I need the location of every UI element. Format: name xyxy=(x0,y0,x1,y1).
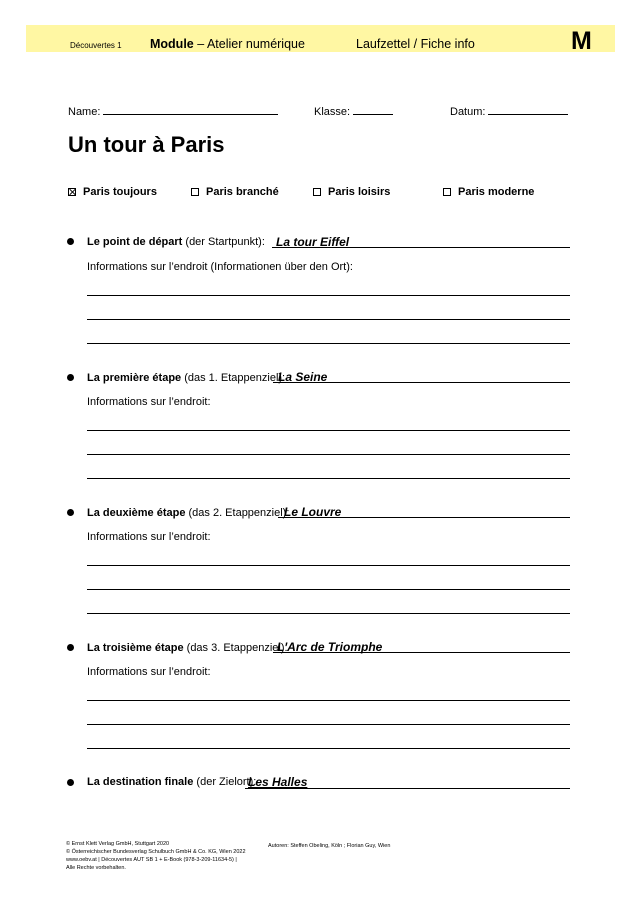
stop-label-rest: (der Zielort): xyxy=(193,776,257,788)
stop-label-rest: (der Startpunkt): xyxy=(182,236,265,248)
option-paris-moderne[interactable] xyxy=(443,186,534,198)
footer-authors: Autoren: Steffen Obeling, Köln ; Florian Guy, Wien xyxy=(268,843,391,849)
stop-label-third xyxy=(87,642,288,654)
stop-label-final xyxy=(87,776,256,788)
sheet-type: Laufzettel / Fiche info xyxy=(356,37,475,51)
date-label: Datum: xyxy=(450,106,486,118)
date-field[interactable] xyxy=(450,104,568,118)
page-title: Un tour à Paris xyxy=(68,132,225,157)
copyright-line: Alle Rechte vorbehalten. xyxy=(66,865,126,871)
bullet-icon xyxy=(67,374,74,381)
stop-label-first xyxy=(87,372,285,384)
writing-line[interactable] xyxy=(87,565,570,566)
answer-first[interactable]: La Seine xyxy=(278,370,328,384)
copyright-line: © Österreichischer Bundesverlag Schulbuch GmbH & Co. KG, Wien 2022 xyxy=(66,849,246,855)
writing-line[interactable] xyxy=(87,319,570,320)
writing-line[interactable] xyxy=(87,613,570,614)
name-line[interactable] xyxy=(103,104,278,115)
checkbox-icon[interactable] xyxy=(313,188,321,196)
date-line[interactable] xyxy=(488,104,568,115)
stop-label-start xyxy=(87,236,265,248)
writing-line[interactable] xyxy=(87,724,570,725)
checkbox-checked-icon[interactable] xyxy=(68,188,76,196)
module-title xyxy=(150,37,305,51)
writing-line[interactable] xyxy=(87,454,570,455)
answer-final[interactable]: Les Halles xyxy=(248,775,308,789)
info-label-third: Informations sur l’endroit: xyxy=(87,666,211,678)
stop-label-bold: La troisième étape xyxy=(87,642,184,654)
option-label: Paris toujours xyxy=(83,186,157,198)
answer-second[interactable]: Le Louvre xyxy=(284,505,342,519)
bullet-icon xyxy=(67,644,74,651)
writing-line[interactable] xyxy=(87,748,570,749)
writing-line[interactable] xyxy=(87,295,570,296)
checkbox-icon[interactable] xyxy=(443,188,451,196)
copyright-line: © Ernst Klett Verlag GmbH, Stuttgart 2020 xyxy=(66,841,170,847)
option-paris-branche[interactable] xyxy=(191,186,279,198)
bullet-icon xyxy=(67,509,74,516)
level-badge: M xyxy=(571,27,592,55)
stop-label-bold: La première étape xyxy=(87,372,182,384)
class-label: Klasse: xyxy=(314,106,351,118)
name-label: Name: xyxy=(68,106,101,118)
stop-label-second xyxy=(87,507,289,519)
option-label: Paris branché xyxy=(206,186,279,198)
checkbox-icon[interactable] xyxy=(191,188,199,196)
info-label-start: Informations sur l’endroit (Informationen über den Ort): xyxy=(87,261,353,273)
module-title-bold: Module xyxy=(150,37,194,51)
stop-label-rest: (das 3. Etappenziel): xyxy=(183,642,288,654)
stop-label-bold: La deuxième étape xyxy=(87,507,186,519)
option-label: Paris moderne xyxy=(458,186,535,198)
stop-label-bold: Le point de départ xyxy=(87,236,183,248)
writing-line[interactable] xyxy=(87,589,570,590)
bullet-icon xyxy=(67,779,74,786)
answer-start[interactable]: La tour Eiffel xyxy=(276,235,350,249)
stop-label-rest: (das 1. Etappenziel): xyxy=(181,372,286,384)
option-paris-loisirs[interactable] xyxy=(313,186,390,198)
module-title-rest: – Atelier numérique xyxy=(197,37,305,51)
info-label-second: Informations sur l’endroit: xyxy=(87,531,211,543)
name-field[interactable] xyxy=(68,104,278,118)
writing-line[interactable] xyxy=(87,478,570,479)
class-field[interactable] xyxy=(314,104,393,118)
class-line[interactable] xyxy=(353,104,393,115)
series-name: Découvertes 1 xyxy=(70,41,122,50)
writing-line[interactable] xyxy=(87,343,570,344)
answer-third[interactable]: L'Arc de Triomphe xyxy=(277,640,383,654)
copyright-line: www.oebv.at | Découvertes AUT SB 1 + E-Book (978-3-209-11634-5) | xyxy=(66,857,237,863)
header-bar xyxy=(26,25,615,55)
writing-line[interactable] xyxy=(87,430,570,431)
bullet-icon xyxy=(67,238,74,245)
option-paris-toujours[interactable] xyxy=(68,186,157,198)
option-label: Paris loisirs xyxy=(328,186,391,198)
stop-label-rest: (das 2. Etappenziel): xyxy=(185,507,290,519)
stop-label-bold: La destination finale xyxy=(87,776,194,788)
writing-line[interactable] xyxy=(87,700,570,701)
info-label-first: Informations sur l’endroit: xyxy=(87,396,211,408)
